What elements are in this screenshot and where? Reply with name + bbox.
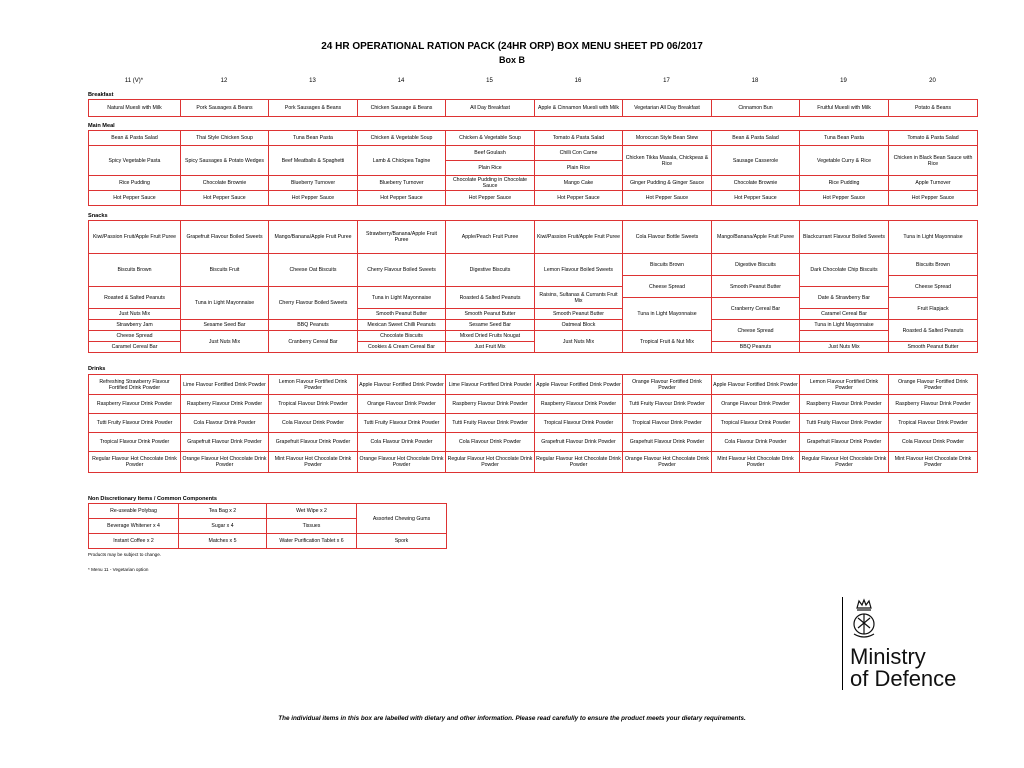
drink-cell: Tropical Flavour Drink Powder [535,414,623,433]
snack-cell: Chocolate Biscuits [358,331,446,342]
main-cell: Rice Pudding [800,176,889,191]
ministry-of-defence-logo [850,646,956,690]
common-cell: Re-useable Polybag [89,504,179,519]
main-cell: Tomato & Pasta Salad [535,131,623,146]
drink-cell: Tropical Flavour Drink Powder [89,433,181,452]
drink-cell: Tropical Flavour Drink Powder [623,414,712,433]
drink-cell: Grapefruit Flavour Drink Powder [800,433,889,452]
drink-cell: Lime Flavour Fortified Drink Powder [181,375,269,395]
drink-cell: Regular Flavour Hot Chocolate Drink Powder [446,452,535,473]
main-cell: Hot Pepper Sauce [446,191,535,206]
main-cell: Vegetable Curry & Rice [800,146,889,176]
main-cell: Plain Rice [446,161,535,176]
snack-cell: Sesame Seed Bar [446,320,535,331]
drink-cell: Apple Flavour Fortified Drink Powder [712,375,800,395]
drink-cell: Regular Flavour Hot Chocolate Drink Powder [535,452,623,473]
snack-cell: Just Nuts Mix [535,331,623,353]
snack-cell: Blackcurrant Flavour Boiled Sweets [800,221,889,254]
main-cell: Chilli Con Carne [535,146,623,161]
snack-cell: Cookies & Cream Cereal Bar [358,342,446,353]
main-cell: Hot Pepper Sauce [623,191,712,206]
main-cell: Tuna Bean Pasta [800,131,889,146]
snack-cell: Apple/Peach Fruit Puree [446,221,535,254]
snack-cell: Strawberry Jam [89,320,181,331]
drink-cell: Cola Flavour Drink Powder [269,414,358,433]
main-cell: Tuna Bean Pasta [269,131,358,146]
main-cell: Mango Cake [535,176,623,191]
snack-cell: Cherry Flavour Boiled Sweets [269,287,358,320]
drink-cell: Lemon Flavour Fortified Drink Powder [269,375,358,395]
snack-cell: Tuna in Light Mayonnaise [181,287,269,320]
common-cell: Instant Coffee x 2 [89,534,179,549]
breakfast-cell: All Day Breakfast [446,100,535,117]
snack-cell: Biscuits Brown [889,254,978,276]
main-cell: Chicken & Vegetable Soup [446,131,535,146]
menu-header-15: 15 [486,78,493,84]
breakfast-cell: Apple & Cinnamon Muesli with Milk [535,100,623,117]
snack-cell: Cheese Spread [89,331,181,342]
main-cell: Rice Pudding [89,176,181,191]
snack-cell: Grapefruit Flavour Boiled Sweets [181,221,269,254]
common-cell: Tea Bag x 2 [179,504,267,519]
main-cell: Ginger Pudding & Ginger Sauce [623,176,712,191]
drink-cell: Orange Flavour Drink Powder [712,395,800,414]
drink-cell: Orange Flavour Fortified Drink Powder [623,375,712,395]
snack-cell: Digestive Biscuits [446,254,535,287]
drink-cell: Raspberry Flavour Drink Powder [446,395,535,414]
main-cell: Bean & Pasta Salad [712,131,800,146]
drink-cell: Cola Flavour Drink Powder [181,414,269,433]
main-cell: Chocolate Brownie [712,176,800,191]
drink-cell: Raspberry Flavour Drink Powder [800,395,889,414]
main-cell: Chocolate Brownie [181,176,269,191]
main-cell: Plain Rice [535,161,623,176]
main-cell: Hot Pepper Sauce [358,191,446,206]
snack-cell: Smooth Peanut Butter [712,276,800,298]
snack-cell: Tuna in Light Mayonnaise [623,298,712,331]
snack-cell: Tuna in Light Mayonnaise [358,287,446,309]
breakfast-cell: Potato & Beans [889,100,978,117]
snack-cell: Smooth Peanut Butter [358,309,446,320]
logo-divider [842,597,843,690]
drink-cell: Grapefruit Flavour Drink Powder [535,433,623,452]
drink-cell: Raspberry Flavour Drink Powder [89,395,181,414]
snack-cell: Smooth Peanut Butter [446,309,535,320]
drink-cell: Orange Flavour Hot Chocolate Drink Powder [358,452,446,473]
drink-cell: Apple Flavour Fortified Drink Powder [535,375,623,395]
drink-cell: Regular Flavour Hot Chocolate Drink Powder [800,452,889,473]
snack-cell: Dark Chocolate Chip Biscuits [800,254,889,287]
drink-cell: Tutti Fruity Flavour Drink Powder [446,414,535,433]
common-cell: Matches x 5 [179,534,267,549]
drink-cell: Orange Flavour Hot Chocolate Drink Powder [181,452,269,473]
common-cell: Assorted Chewing Gums [357,504,447,534]
subject-to-change-note: Products may be subject to change. [88,552,162,557]
common-cell: Wet Wipe x 2 [267,504,357,519]
snack-cell: Kiwi/Passion Fruit/Apple Fruit Puree [535,221,623,254]
menu-header-19: 19 [840,78,847,84]
snack-cell: Raisins, Sultanas & Currants Fruit Mix [535,287,623,309]
snack-cell: Cranberry Cereal Bar [712,298,800,320]
drinks-table [88,374,978,473]
main-cell: Hot Pepper Sauce [269,191,358,206]
breakfast-cell: Vegetarian All Day Breakfast [623,100,712,117]
menu-header-18: 18 [751,78,759,84]
main-cell: Spicy Sausages & Potato Wedges [181,146,269,176]
vegetarian-note: * Menu 11 - Vegetarian option [88,567,149,572]
snacks-table [88,220,978,353]
common-cell: Beverage Whitener x 4 [89,519,179,534]
main-cell: Hot Pepper Sauce [181,191,269,206]
snack-cell: Just Nuts Mix [181,331,269,353]
drink-cell: Grapefruit Flavour Drink Powder [269,433,358,452]
snack-cell: Smooth Peanut Butter [535,309,623,320]
page-title: 24 HR OPERATIONAL RATION PACK (24HR ORP) BOX MENU SHEET PD 06/2017 [321,41,703,52]
snack-cell: BBQ Peanuts [712,342,800,353]
drink-cell: Cola Flavour Drink Powder [712,433,800,452]
snack-cell: Caramel Cereal Bar [89,342,181,353]
common-cell: Sugar x 4 [179,519,267,534]
drink-cell: Tutti Fruity Flavour Drink Powder [800,414,889,433]
menu-header-17: 17 [663,78,670,84]
drink-cell: Cola Flavour Drink Powder [889,433,978,452]
menu-header-14: 14 [397,78,405,84]
main-cell: Sausage Casserole [712,146,800,176]
breakfast-cell: Natural Muesli with Milk [89,100,181,117]
snack-cell: Biscuits Fruit [181,254,269,287]
menu-header-13: 13 [309,78,316,84]
common-components-table [88,503,447,549]
snack-cell: Cola Flavour Bottle Sweets [623,221,712,254]
snack-cell: Just Nuts Mix [89,309,181,320]
snack-cell: Caramel Cereal Bar [800,309,889,320]
snack-cell: Kiwi/Passion Fruit/Apple Fruit Puree [89,221,181,254]
snack-cell: Mixed Dried Fruits Nougat [446,331,535,342]
snack-cell: Lemon Flavour Boiled Sweets [535,254,623,287]
drink-cell: Orange Flavour Drink Powder [358,395,446,414]
drink-cell: Orange Flavour Hot Chocolate Drink Powder [623,452,712,473]
snack-cell: Cranberry Cereal Bar [269,331,358,353]
snack-cell: Cheese Spread [889,276,978,298]
menu-header-11: 11 (V)* [124,78,144,84]
breakfast-table [88,99,978,117]
drink-cell: Tropical Flavour Drink Powder [269,395,358,414]
main-cell: Moroccan Style Bean Stew [623,131,712,146]
breakfast-cell: Cinnamon Bun [712,100,800,117]
main-cell: Chicken in Black Bean Sauce with Rice [889,146,978,176]
drink-cell: Refreshing Strawberry Flavour Fortified Drink Powder [89,375,181,395]
main-cell: Blueberry Turnover [358,176,446,191]
breakfast-cell: Fruitful Muesli with Milk [800,100,889,117]
section-breakfast: Breakfast [88,92,114,98]
main-cell: Blueberry Turnover [269,176,358,191]
main-cell: Beef Meatballs & Spaghetti [269,146,358,176]
drink-cell: Tutti Fruity Flavour Drink Powder [623,395,712,414]
breakfast-cell: Chicken Sausage & Beans [358,100,446,117]
drink-cell: Lemon Flavour Fortified Drink Powder [800,375,889,395]
snack-cell: Cherry Flavour Boiled Sweets [358,254,446,287]
breakfast-cell: Pork Sausages & Beans [269,100,358,117]
common-cell: Tissues [267,519,357,534]
drink-cell: Tropical Flavour Drink Powder [889,414,978,433]
drink-cell: Cola Flavour Drink Powder [446,433,535,452]
snack-cell: Mango/Banana/Apple Fruit Puree [712,221,800,254]
drink-cell: Cola Flavour Drink Powder [358,433,446,452]
main-cell: Lamb & Chickpea Tagine [358,146,446,176]
snack-cell: Oatmeal Block [535,320,623,331]
snack-cell: Biscuits Brown [623,254,712,276]
snack-cell: Cheese Oat Biscuits [269,254,358,287]
logo-line-1: Ministry [850,644,926,669]
snack-cell: Just Nuts Mix [800,342,889,353]
main-cell: Hot Pepper Sauce [712,191,800,206]
drink-cell: Apple Flavour Fortified Drink Powder [358,375,446,395]
dietary-footer-note: The individual items in this box are labelled with dietary and other information. Please read carefully to ensure the product meets your dietary requirements. [278,715,746,722]
section-snacks: Snacks [88,213,108,219]
snack-cell: Mexican Sweet Chilli Peanuts [358,320,446,331]
main-cell: Hot Pepper Sauce [800,191,889,206]
section-drinks: Drinks [88,366,106,372]
snack-cell: Smooth Peanut Butter [889,342,978,353]
snack-cell: Date & Strawberry Bar [800,287,889,309]
main-cell: Chocolate Pudding in Chocolate Sauce [446,176,535,191]
drink-cell: Orange Flavour Fortified Drink Powder [889,375,978,395]
drink-cell: Tutti Fruity Flavour Drink Powder [358,414,446,433]
snack-cell: Just Fruit Mix [446,342,535,353]
snack-cell: Tropical Fruit & Nut Mix [623,331,712,353]
logo-line-2: of Defence [850,666,957,691]
drink-cell: Mint Flavour Hot Chocolate Drink Powder [712,452,800,473]
snack-cell: Tuna in Light Mayonnaise [800,320,889,331]
snack-cell: Roasted & Salted Peanuts [89,287,181,309]
breakfast-cell: Pork Sausages & Beans [181,100,269,117]
menu-header-20: 20 [929,78,936,84]
main-cell: Beef Goulash [446,146,535,161]
drink-cell: Grapefruit Flavour Drink Powder [181,433,269,452]
section-common-components: Non Discretionary Items / Common Components [88,496,217,502]
snack-cell: Cheese Spread [623,276,712,298]
snack-cell: Mango/Banana/Apple Fruit Puree [269,221,358,254]
drink-cell: Regular Flavour Hot Chocolate Drink Powder [89,452,181,473]
royal-crest-icon [848,598,880,642]
snack-cell: Cheese Spread [712,320,800,342]
drink-cell: Raspberry Flavour Drink Powder [889,395,978,414]
main-cell: Hot Pepper Sauce [889,191,978,206]
menu-header-16: 16 [574,78,582,84]
box-label: Box B [498,55,525,65]
snack-cell: Strawberry/Banana/Apple Fruit Puree [358,221,446,254]
main-cell: Apple Turnover [889,176,978,191]
snack-cell: BBQ Peanuts [269,320,358,331]
main-cell: Chicken Tikka Masala, Chickpeas & Rice [623,146,712,176]
main-cell: Hot Pepper Sauce [89,191,181,206]
drink-cell: Tutti Fruity Flavour Drink Powder [89,414,181,433]
main-cell: Bean & Pasta Salad [89,131,181,146]
snack-cell: Roasted & Salted Peanuts [446,287,535,309]
snack-cell: Tuna in Light Mayonnaise [889,221,978,254]
snack-cell: Digestive Biscuits [712,254,800,276]
snack-cell: Sesame Seed Bar [181,320,269,331]
common-cell: Water Purification Tablet x 6 [267,534,357,549]
snack-cell: Roasted & Salted Peanuts [889,320,978,342]
snack-cell: Biscuits Brown [89,254,181,287]
main-cell: Chicken & Vegetable Soup [358,131,446,146]
snack-cell: Fruit Flapjack [889,298,978,320]
menu-header-12: 12 [220,78,228,84]
drink-cell: Lime Flavour Fortified Drink Powder [446,375,535,395]
main-meal-table [88,130,978,206]
main-cell: Hot Pepper Sauce [535,191,623,206]
common-cell: Spork [357,534,447,549]
drink-cell: Raspberry Flavour Drink Powder [535,395,623,414]
drink-cell: Tropical Flavour Drink Powder [712,414,800,433]
main-cell: Thai Style Chicken Soup [181,131,269,146]
drink-cell: Grapefruit Flavour Drink Powder [623,433,712,452]
drink-cell: Mint Flavour Hot Chocolate Drink Powder [269,452,358,473]
drink-cell: Mint Flavour Hot Chocolate Drink Powder [889,452,978,473]
main-cell: Tomato & Pasta Salad [889,131,978,146]
drink-cell: Raspberry Flavour Drink Powder [181,395,269,414]
main-cell: Spicy Vegetable Pasta [89,146,181,176]
section-main-meal: Main Meal [88,123,115,129]
